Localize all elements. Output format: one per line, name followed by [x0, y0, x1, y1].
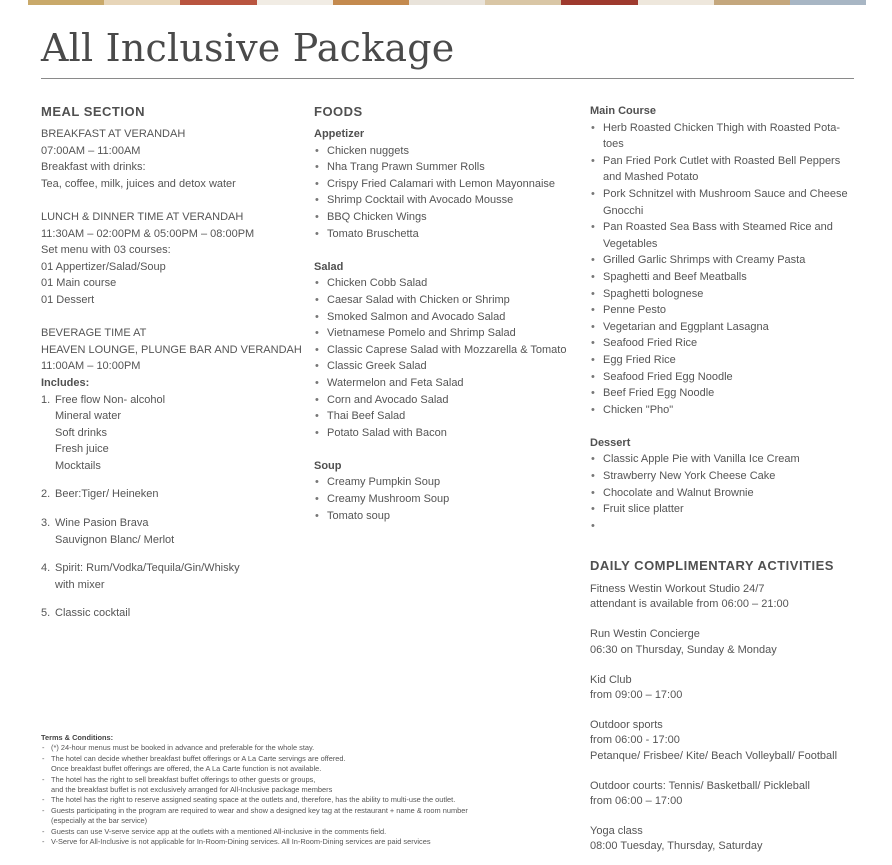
activity-line: Run Westin Concierge: [590, 628, 700, 641]
activity-line: Kid Club: [590, 673, 632, 686]
photo-strip-segment: [714, 0, 790, 5]
main-course-item: [590, 269, 860, 286]
main-course-item: [590, 402, 860, 419]
terms-item: Once breakfast buffet offerings are offered, the A La Carte function is not available.: [51, 764, 322, 774]
activity-line: Outdoor courts: Tennis/ Basketball/ Pickleball: [590, 779, 810, 792]
main-course-item-line: toes: [603, 138, 624, 151]
breakfast-line: Breakfast with drinks:: [41, 161, 146, 174]
foods-heading: FOODS: [314, 104, 363, 119]
includes-item-line: with mixer: [55, 578, 105, 591]
activity-line: from 06:00 - 17:00: [590, 734, 680, 747]
breakfast-line: Tea, coffee, milk, juices and detox water: [41, 177, 236, 190]
main-course-item-line: • Pan Fried Pork Cutlet with Roasted Bell Peppers: [603, 154, 841, 167]
main-course-item: [590, 219, 860, 252]
breakfast-block: [41, 126, 306, 192]
main-course-item: [590, 335, 860, 352]
daily-activities-section: [590, 557, 860, 865]
main-course-item-line: • Penne Pesto: [603, 304, 666, 317]
includes-item-line: Wine Pasion Brava: [55, 517, 149, 530]
activity-line: Yoga class: [590, 825, 643, 838]
terms-item: - Guests can use V-serve service app at the outlets with a mentioned All-inclusive in the comments field.: [41, 827, 561, 837]
appetizer-label: Appetizer: [314, 128, 365, 140]
includes-label: Includes:: [41, 376, 90, 389]
dessert-list: [590, 451, 860, 517]
includes-item: [41, 486, 306, 503]
appetizer-item: • Tomato Bruschetta: [314, 226, 584, 243]
main-course-label: Main Course: [590, 105, 657, 117]
main-course-item: [590, 319, 860, 336]
includes-item-line: Soft drinks: [55, 426, 107, 439]
beverage-line: BEVERAGE TIME AT: [41, 327, 147, 340]
main-course-item: [590, 252, 860, 269]
activity-item: [590, 718, 860, 764]
terms-item: - The hotel has the right to reserve assigned seating space at the outlets and, therefore, has the ability to multi-use the outlet.: [41, 795, 561, 805]
lunch-line: Set menu with 03 courses:: [41, 244, 171, 257]
salad-list: [314, 275, 584, 441]
appetizer-list: [314, 143, 584, 243]
terms-item: (especially at the bar service): [51, 816, 148, 826]
main-course-item: [590, 153, 860, 186]
salad-item: • Smoked Salmon and Avocado Salad: [314, 309, 584, 326]
activity-line: 08:00 Tuesday, Thursday, Saturday: [590, 840, 763, 853]
includes-item-line: Sauvignon Blanc/ Merlot: [55, 533, 175, 546]
includes-item-number: 2.: [41, 488, 51, 501]
activity-item: [590, 824, 860, 854]
includes-item-body: [55, 560, 306, 593]
main-course-item-line: • Vegetarian and Eggplant Lasagna: [603, 320, 769, 333]
photo-strip-segment: [104, 0, 180, 5]
activity-item: [590, 779, 860, 809]
photo-strip-segment: [409, 0, 485, 5]
main-course-item-line: • Spaghetti bolognese: [603, 287, 704, 300]
includes-item: [41, 392, 306, 475]
salad-item: • Watermelon and Feta Salad: [314, 375, 584, 392]
meal-section: [41, 103, 306, 622]
includes-item: [41, 560, 306, 593]
photo-strip-segment: [790, 0, 866, 5]
includes-list: [41, 392, 306, 623]
main-course-item-line: • Chicken "Pho": [603, 403, 674, 416]
main-course-item-line: • Spaghetti and Beef Meatballs: [603, 270, 747, 283]
includes-item: [41, 605, 306, 622]
main-course-item-line: Gnocchi: [603, 204, 644, 217]
soup-item: • Tomato soup: [314, 508, 584, 525]
appetizer-item: • Shrimp Cocktail with Avocado Mousse: [314, 192, 584, 209]
main-course-item-line: • Pork Schnitzel with Mushroom Sauce and Cheese: [603, 187, 848, 200]
photo-strip-segment: [485, 0, 561, 5]
main-course-item: [590, 120, 860, 153]
main-course-item: [590, 302, 860, 319]
lunch-line: 01 Main course: [41, 277, 117, 290]
main-course-item: [590, 385, 860, 402]
activity-item: [590, 627, 860, 657]
breakfast-line: BREAKFAST AT VERANDAH: [41, 128, 186, 140]
includes-item-body: [55, 392, 306, 475]
header-photo-strip: [28, 0, 866, 5]
terms-item: - Guests participating in the program are required to wear and show a designed key tag at the restaurant + name & room number: [41, 806, 561, 816]
includes-item-line: Fresh juice: [55, 443, 109, 456]
terms-and-conditions: [41, 733, 561, 847]
activity-line: Fitness Westin Workout Studio 24/7: [590, 583, 765, 595]
dessert-item: • Strawberry New York Cheese Cake: [590, 468, 860, 485]
photo-strip-segment: [561, 0, 637, 5]
page-title: All Inclusive Package: [41, 26, 455, 70]
main-course-item: [590, 186, 860, 219]
main-course-item-line: • Seafood Fried Egg Noodle: [603, 370, 733, 383]
terms-item: - The hotel has the right to sell breakfast buffet offerings to other guests or groups,: [41, 775, 561, 785]
salad-item: • Thai Beef Salad: [314, 408, 584, 425]
activities-list: [590, 582, 860, 855]
includes-item-body: [55, 486, 306, 503]
lunch-line: 01 Appertizer/Salad/Soup: [41, 260, 166, 273]
activity-line: from 06:00 – 17:00: [590, 795, 683, 808]
main-course-item-line: Vegetables: [603, 237, 658, 250]
main-course-item-line: • Seafood Fried Rice: [603, 337, 698, 350]
activity-line: 06:30 on Thursday, Sunday & Monday: [590, 643, 777, 656]
appetizer-item: • Crispy Fried Calamari with Lemon Mayonnaise: [314, 176, 584, 193]
main-course-item: [590, 286, 860, 303]
lunch-line: 11:30AM – 02:00PM & 05:00PM – 08:00PM: [41, 227, 255, 240]
activity-line: attendant is available from 06:00 – 21:00: [590, 598, 789, 611]
main-dessert-section: [590, 103, 860, 518]
includes-item-line: Mineral water: [55, 410, 122, 423]
dessert-item: • Classic Apple Pie with Vanilla Ice Cream: [590, 451, 860, 468]
terms-item: and the breakfast buffet is not exclusively arranged for All-Inclusive package members: [51, 785, 333, 795]
title-divider: [41, 78, 854, 79]
photo-strip-segment: [333, 0, 409, 5]
activity-line: from 09:00 – 17:00: [590, 689, 683, 702]
terms-item: - (*) 24-hour menus must be booked in advance and preferable for the whole stay.: [41, 743, 561, 753]
salad-item: • Chicken Cobb Salad: [314, 275, 584, 292]
salad-item: • Potato Salad with Bacon: [314, 425, 584, 442]
meal-section-heading: MEAL SECTION: [41, 104, 145, 119]
dessert-item: • Chocolate and Walnut Brownie: [590, 485, 860, 502]
beverage-line: HEAVEN LOUNGE, PLUNGE BAR AND VERANDAH: [41, 343, 302, 356]
main-course-item: [590, 369, 860, 386]
main-course-item-line: • Beef Fried Egg Noodle: [603, 387, 715, 400]
salad-item: • Classic Greek Salad: [314, 358, 584, 375]
appetizer-item: • Chicken nuggets: [314, 143, 584, 160]
salad-item: • Classic Caprese Salad with Mozzarella & Tomato: [314, 342, 584, 359]
includes-item: [41, 515, 306, 548]
soup-label: Soup: [314, 459, 342, 472]
main-course-item-line: • Herb Roasted Chicken Thigh with Roasted Pota-: [603, 121, 841, 134]
photo-strip-segment: [257, 0, 333, 5]
soup-item: • Creamy Pumpkin Soup: [314, 474, 584, 491]
salad-item: • Corn and Avocado Salad: [314, 392, 584, 409]
main-course-list: [590, 120, 860, 419]
activity-line: Petanque/ Frisbee/ Kite/ Beach Volleyball/ Football: [590, 749, 838, 762]
beverage-block: [41, 325, 306, 375]
main-course-item-line: • Egg Fried Rice: [603, 353, 676, 366]
photo-strip-segment: [28, 0, 104, 5]
terms-item: - V-Serve for All-Inclusive is not applicable for In-Room-Dining services. All In-Room-Dining services are paid services: [41, 837, 561, 847]
main-course-item: [590, 352, 860, 369]
includes-item-number: 5.: [41, 607, 51, 620]
appetizer-item: • BBQ Chicken Wings: [314, 209, 584, 226]
dessert-label: Dessert: [590, 436, 631, 449]
beverage-line: 11:00AM – 10:00PM: [41, 360, 141, 373]
breakfast-line: 07:00AM – 11:00AM: [41, 144, 141, 157]
lunch-dinner-block: [41, 209, 306, 309]
activity-item: [590, 582, 860, 612]
photo-strip-segment: [180, 0, 256, 5]
appetizer-item: • Nha Trang Prawn Summer Rolls: [314, 159, 584, 176]
includes-item-number: 4.: [41, 562, 51, 575]
main-course-item-line: • Pan Roasted Sea Bass with Steamed Rice and: [603, 221, 833, 234]
includes-item-body: [55, 605, 306, 622]
activities-heading: DAILY COMPLIMENTARY ACTIVITIES: [590, 558, 834, 573]
includes-item-line: Spirit: Rum/Vodka/Tequila/Gin/Whisky: [55, 562, 240, 575]
dessert-item: • Fruit slice platter: [590, 501, 860, 518]
salad-label: Salad: [314, 260, 344, 273]
includes-item-line: Mocktails: [55, 459, 101, 472]
includes-item-number: 3.: [41, 517, 51, 530]
includes-item-line: Free flow Non- alcohol: [55, 393, 166, 406]
soup-item: • Creamy Mushroom Soup: [314, 491, 584, 508]
main-course-item-line: • Grilled Garlic Shrimps with Creamy Pasta: [603, 254, 806, 267]
salad-item: • Vietnamese Pomelo and Shrimp Salad: [314, 325, 584, 342]
photo-strip-segment: [638, 0, 714, 5]
terms-list: [41, 743, 561, 847]
main-course-item-line: and Mashed Potato: [603, 171, 699, 184]
salad-item: • Caesar Salad with Chicken or Shrimp: [314, 292, 584, 309]
lunch-line: 01 Dessert: [41, 293, 95, 306]
foods-section: [314, 103, 584, 524]
terms-heading: Terms & Conditions:: [41, 733, 114, 742]
soup-list: [314, 474, 584, 524]
includes-item-body: [55, 515, 306, 548]
lunch-line: LUNCH & DINNER TIME AT VERANDAH: [41, 210, 244, 223]
terms-item: - The hotel can decide whether breakfast buffet offerings or A La Carte servings are offered.: [41, 754, 561, 764]
activity-item: [590, 673, 860, 703]
activity-line: Outdoor sports: [590, 719, 663, 732]
includes-item-number: 1.: [41, 393, 51, 406]
includes-item-line: Beer:Tiger/ Heineken: [55, 488, 159, 501]
includes-item-line: Classic cocktail: [55, 607, 131, 620]
